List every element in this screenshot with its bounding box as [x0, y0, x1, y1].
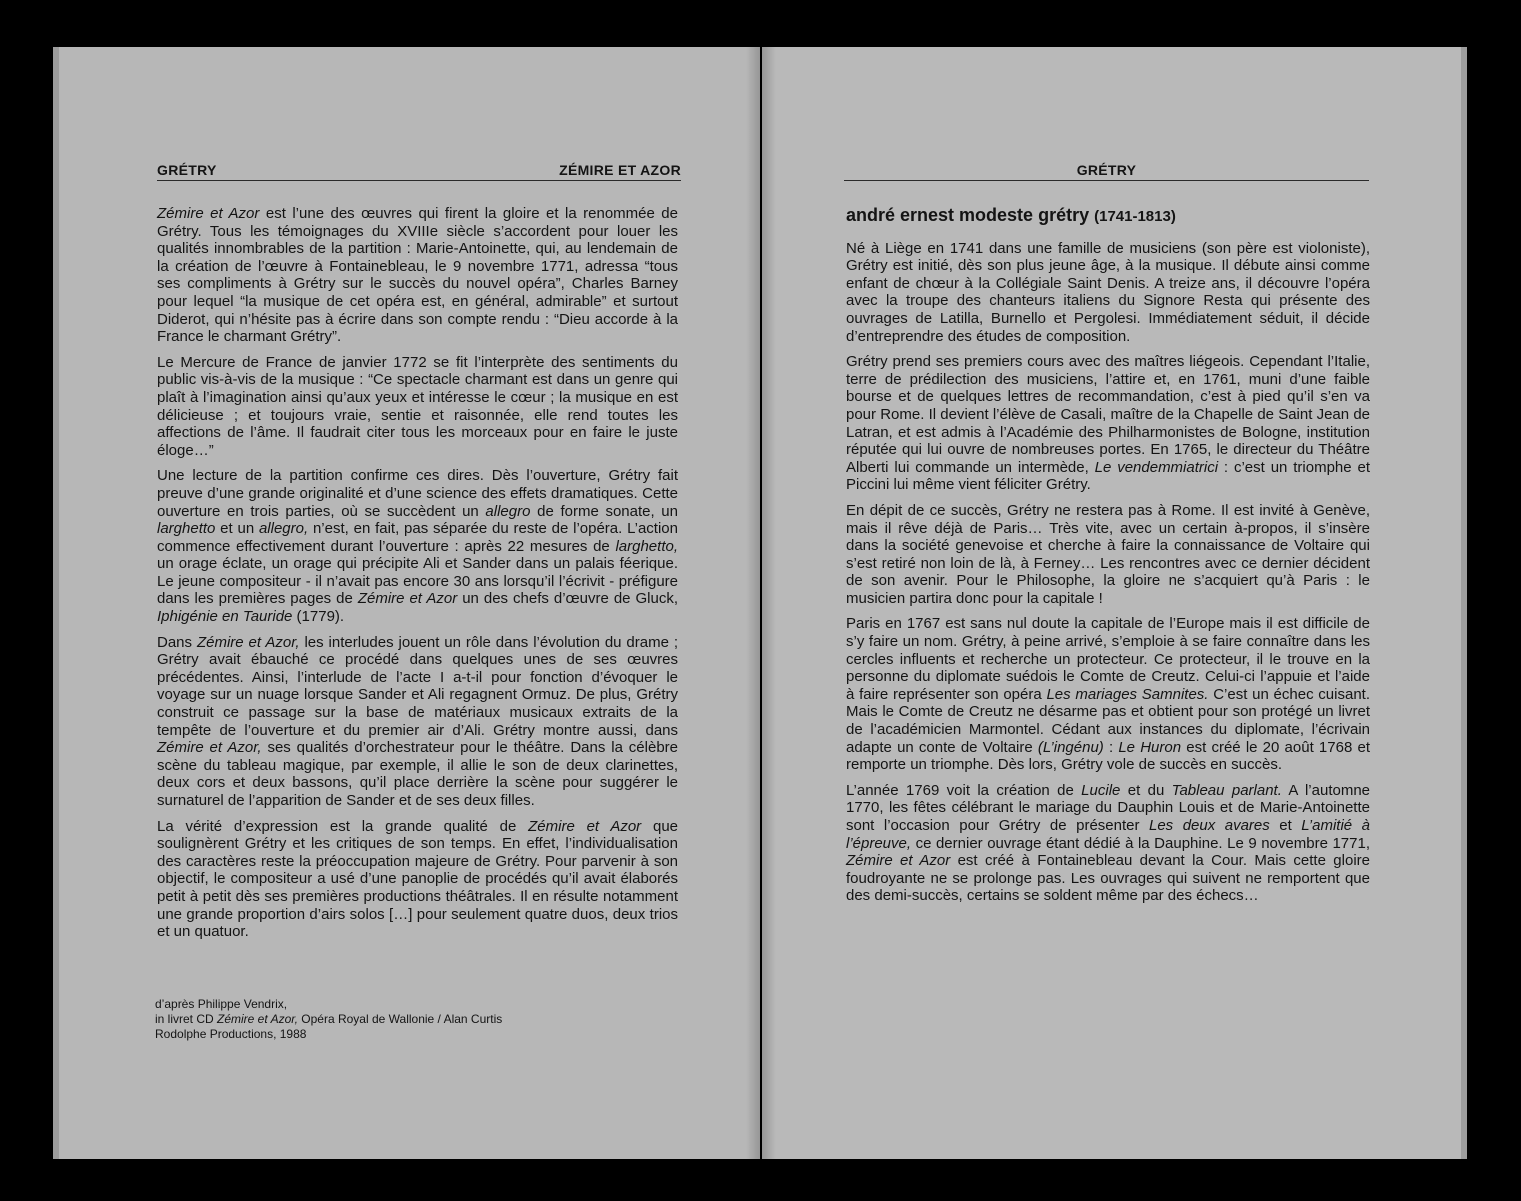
- biography-dates: (1741-1813): [1094, 208, 1176, 225]
- paragraph: [157, 467, 678, 625]
- text-run: En dépit de ce succès, Grétry ne restera pas à Rome. Il est invité à Genève, mais il rêve déjà de Paris… Très vite, avec un certain à-propos, il s’insère dans la société genevoise et cherche à faire la connaissance de Voltaire qui s’est retiré non loin de là, à Ferney… Les rencontres avec ce dernier décident de son avenir. Pour le Philosophe, la gloire ne s’acquiert qu’à Paris : le musicien partira donc pour la capitale !: [846, 501, 1370, 607]
- paragraph: [846, 615, 1370, 773]
- text-run: Né à Liège en 1741 dans une famille de musiciens (son père est violoniste), Grétry est initié, dès son plus jeune âge, à la musique. Il débute ainsi comme enfant de chœur à la Collégiale Saint Denis. A treize ans, il découvre l’opéra avec la troupe des chanteurs italiens du Signore Resta qui présente des ouvrages de Latilla, Burnello et Pergolesi. Immédiatement séduit, il décide d’entreprendre des études de composition.: [846, 239, 1370, 345]
- italic-title-text: Le Huron: [1118, 738, 1182, 756]
- text-run: :: [1103, 738, 1119, 756]
- text-run: : c’est un triomphe et Piccini lui même vient féliciter Grétry.: [846, 458, 1370, 494]
- text-run: d’après Philippe Vendrix,: [155, 997, 288, 1011]
- gutter-shadow: [746, 47, 760, 1159]
- text-run: Grétry prend ses premiers cours avec des maîtres liégeois. Cependant l’Italie, terre de prédilection des musiciens, l’attire et, en 1761, muni d’une faible bourse et de quelques lettres de recommandation, c’est à pied qu’il s’en va pour Rome. Il devient l’élève de Casali, maître de la Chapelle de Saint Jean de Latran, et est admis à l’Académie des Philharmonistes de Bologne, institution réputée qui lui ouvre de nombreuses portes. En 1765, le directeur du Théâtre Alberti lui commande un intermède,: [846, 353, 1370, 476]
- text-run: un orage éclate, un orage qui précipite Ali et Sander dans un palais féerique. Le jeune compositeur - il n’avait pas encore 30 ans lorsqu’il l’écrivit - préfigure dans les premières pages de: [157, 555, 678, 608]
- italic-title-text: Zémire et Azor: [528, 817, 642, 835]
- italic-title-text: Le vendemmiatrici: [1094, 458, 1219, 476]
- running-header: [157, 162, 681, 181]
- italic-title-text: Zémire et Azor: [357, 590, 458, 608]
- credit-line: [155, 1027, 502, 1042]
- text-run: Opéra Royal de Wallonie / Alan Curtis: [297, 1012, 503, 1026]
- text-run: C’est un échec cuisant. Mais le Comte de Creutz ne désarme pas et obtient pour son protégé un livret de l’académicien Marmontel. Cédant aux instances du diplomate, l’écrivain adapte un conte de Voltaire: [846, 685, 1370, 756]
- text-run: les interludes jouent un rôle dans l’évolution du drame ; Grétry avait ébauché ce procédé dans quelques unes de ses œuvres précédentes. Ainsi, l’interlude de l’acte I a-t-il pour fonction d’évoquer le voyage sur un nuage lorsque Sander et Ali regagnent Ormuz. De plus, Grétry construit ce passage sur la base de matériaux musicaux extraits de la tempête de l’ouverture et du premier air d’Ali. Grétry montre aussi, dans: [157, 633, 679, 739]
- italic-title-text: Zémire et Azor,: [157, 739, 262, 757]
- italic-title-text: Les deux avares: [1149, 817, 1270, 834]
- text-run: de forme sonate, un: [530, 502, 678, 520]
- text-run: est créé à Fontainebleau devant la Cour. Mais cette gloire foudroyante ne se prolonge pas. Les ouvrages qui suivent ne remportent que des demi-succès, certains se soldent même par des échecs…: [846, 852, 1370, 905]
- italic-title-text: Lucile: [1081, 781, 1121, 799]
- text-run: Dans: [157, 633, 197, 651]
- paragraph: [157, 818, 678, 941]
- biography-name: andré ernest modeste grétry: [846, 205, 1090, 225]
- italic-title-text: allegro,: [258, 520, 309, 538]
- header-work-title: ZÉMIRE ET AZOR: [559, 162, 681, 178]
- article-body: [157, 205, 678, 949]
- text-run: A l’automne 1770, les fêtes célébrant le mariage du Dauphin Louis et de Marie-Antoinette sont l’occasion pour Grétry de présenter: [846, 781, 1371, 834]
- italic-title-text: Zémire et Azor: [157, 205, 260, 222]
- credit-line: [155, 997, 502, 1012]
- text-run: La vérité d’expression est la grande qualité de: [157, 817, 529, 835]
- italic-title-text: Tableau parlant.: [1171, 781, 1282, 799]
- text-run: est l’une des œuvres qui firent la gloire et la renommée de Grétry. Tous les témoignages du XVIIIe siècle s’accordent pour louer les qualités innombrables de la partition : Marie-Antoinette, qui, au lendemain de la création de l’œuvre à Fontainebleau, le 9 novembre 1771, adressa “tous ses compliments à Grétry sur le succès du nouvel opéra”, Charles Barney pour lequel “la musique de cet opéra est, en général, admirable” et surtout Diderot, qui n’hésite pas à écrire dans son compte rendu : “Dieu accorde à la France le charmant Grétry”.: [157, 205, 678, 346]
- biography-heading: [846, 207, 1370, 226]
- page-edge: [53, 47, 59, 1159]
- italic-title-text: Zémire et Azor,: [217, 1012, 298, 1026]
- text-run: Le Mercure de France de janvier 1772 se fit l’interprète des sentiments du public vis-à-vis de la musique : “Ce spectacle charmant est dans un genre qui plaît à l’imagination ainsi qu’aux yeux et intéresse le cœur ; la musique en est délicieuse ; et toujours vraie, sentie et raisonnée, elle rend toutes les affections de l’âme. Il faudrait citer tous les morceaux pour en faire le juste éloge…”: [157, 353, 678, 459]
- text-run: et un: [215, 520, 259, 538]
- paragraph: [846, 240, 1370, 346]
- italic-title-text: allegro: [485, 502, 531, 520]
- paragraph: [846, 782, 1370, 905]
- text-run: un des chefs d’œuvre de Gluck,: [457, 590, 678, 608]
- text-run: Paris en 1767 est sans nul doute la capitale de l’Europe mais il est difficile de s’y faire un nom. Grétry, à peine arrivé, s’emploie à se faire connaître dans les cercles influents et recherche un protecteur. Ce protecteur, il le trouve en la personne du diplomate suédois le Comte de Creutz. Celui-ci l’appuie et l’aide à faire représenter son opéra: [846, 615, 1370, 703]
- biography-body: [846, 207, 1370, 913]
- text-run: et: [1269, 817, 1302, 834]
- text-run: Rodolphe Productions, 1988: [155, 1027, 307, 1041]
- text-run: in livret CD: [155, 1012, 218, 1026]
- right-page: [762, 47, 1467, 1159]
- gutter-shadow: [762, 47, 776, 1159]
- italic-title-text: Zémire et Azor: [846, 852, 951, 870]
- italic-title-text: Iphigénie en Tauride: [157, 608, 293, 626]
- header-composer: GRÉTRY: [157, 162, 217, 178]
- text-run: n’est, en fait, pas séparée du reste de l’opéra. L’action commence effectivement durant l’ouverture : après 22 mesures de: [157, 520, 678, 555]
- text-run: et du: [1120, 781, 1172, 799]
- paragraph: [157, 205, 678, 346]
- italic-title-text: Zémire et Azor,: [196, 633, 300, 651]
- paragraph: [846, 502, 1370, 608]
- text-run: ses qualités d’orchestrateur pour le théâtre. Dans la célèbre scène du tableau magique, par exemple, il allie le son de deux clarinettes, deux cors et deux bassons, qu’il place derrière la scène pour suggérer le surnaturel de l’apparition de Sander et de ses deux filles.: [157, 739, 678, 809]
- left-page: [53, 47, 760, 1159]
- italic-title-text: L’amitié à l’épreuve,: [846, 817, 1370, 852]
- italic-title-text: (L’ingénu): [1037, 738, 1104, 756]
- credit-line: [155, 1012, 502, 1027]
- paragraph: [157, 354, 678, 460]
- italic-title-text: larghetto,: [615, 537, 678, 555]
- paragraph: [846, 353, 1370, 494]
- text-run: que soulignèrent Grétry et les critiques de son temps. En effet, l’individualisation des caractères reste la préoccupation majeure de Grétry. Pour parvenir à son objectif, le compositeur a usé d’une panoplie de procédés qu’il avait élaborés petit à petit dès ses premières productions théâtrales. Il en résulte notamment une grande proportion d’airs solos […] pour seulement quatre duos, deux trios et un quatuor.: [157, 817, 678, 941]
- text-run: Une lecture de la partition confirme ces dires. Dès l’ouverture, Grétry fait preuve d’une grande originalité et d’une science des effets dramatiques. Cette ouverture en trois parties, où se succèdent un: [157, 467, 678, 520]
- text-run: ce dernier ouvrage étant dédié à la Dauphine. Le 9 novembre 1771,: [911, 834, 1370, 852]
- paragraph: [157, 634, 678, 810]
- italic-title-text: larghetto: [157, 520, 216, 538]
- page-edge: [1461, 47, 1467, 1159]
- running-header: GRÉTRY: [844, 162, 1369, 181]
- text-run: est créé le 20 août 1768 et remporte un triomphe. Dès lors, Grétry vole de succès en succès.: [846, 738, 1370, 774]
- text-run: L’année 1769 voit la création de: [846, 781, 1082, 799]
- source-credit: [155, 997, 502, 1042]
- text-run: (1779).: [292, 608, 345, 626]
- italic-title-text: Les mariages Samnites.: [1046, 685, 1209, 703]
